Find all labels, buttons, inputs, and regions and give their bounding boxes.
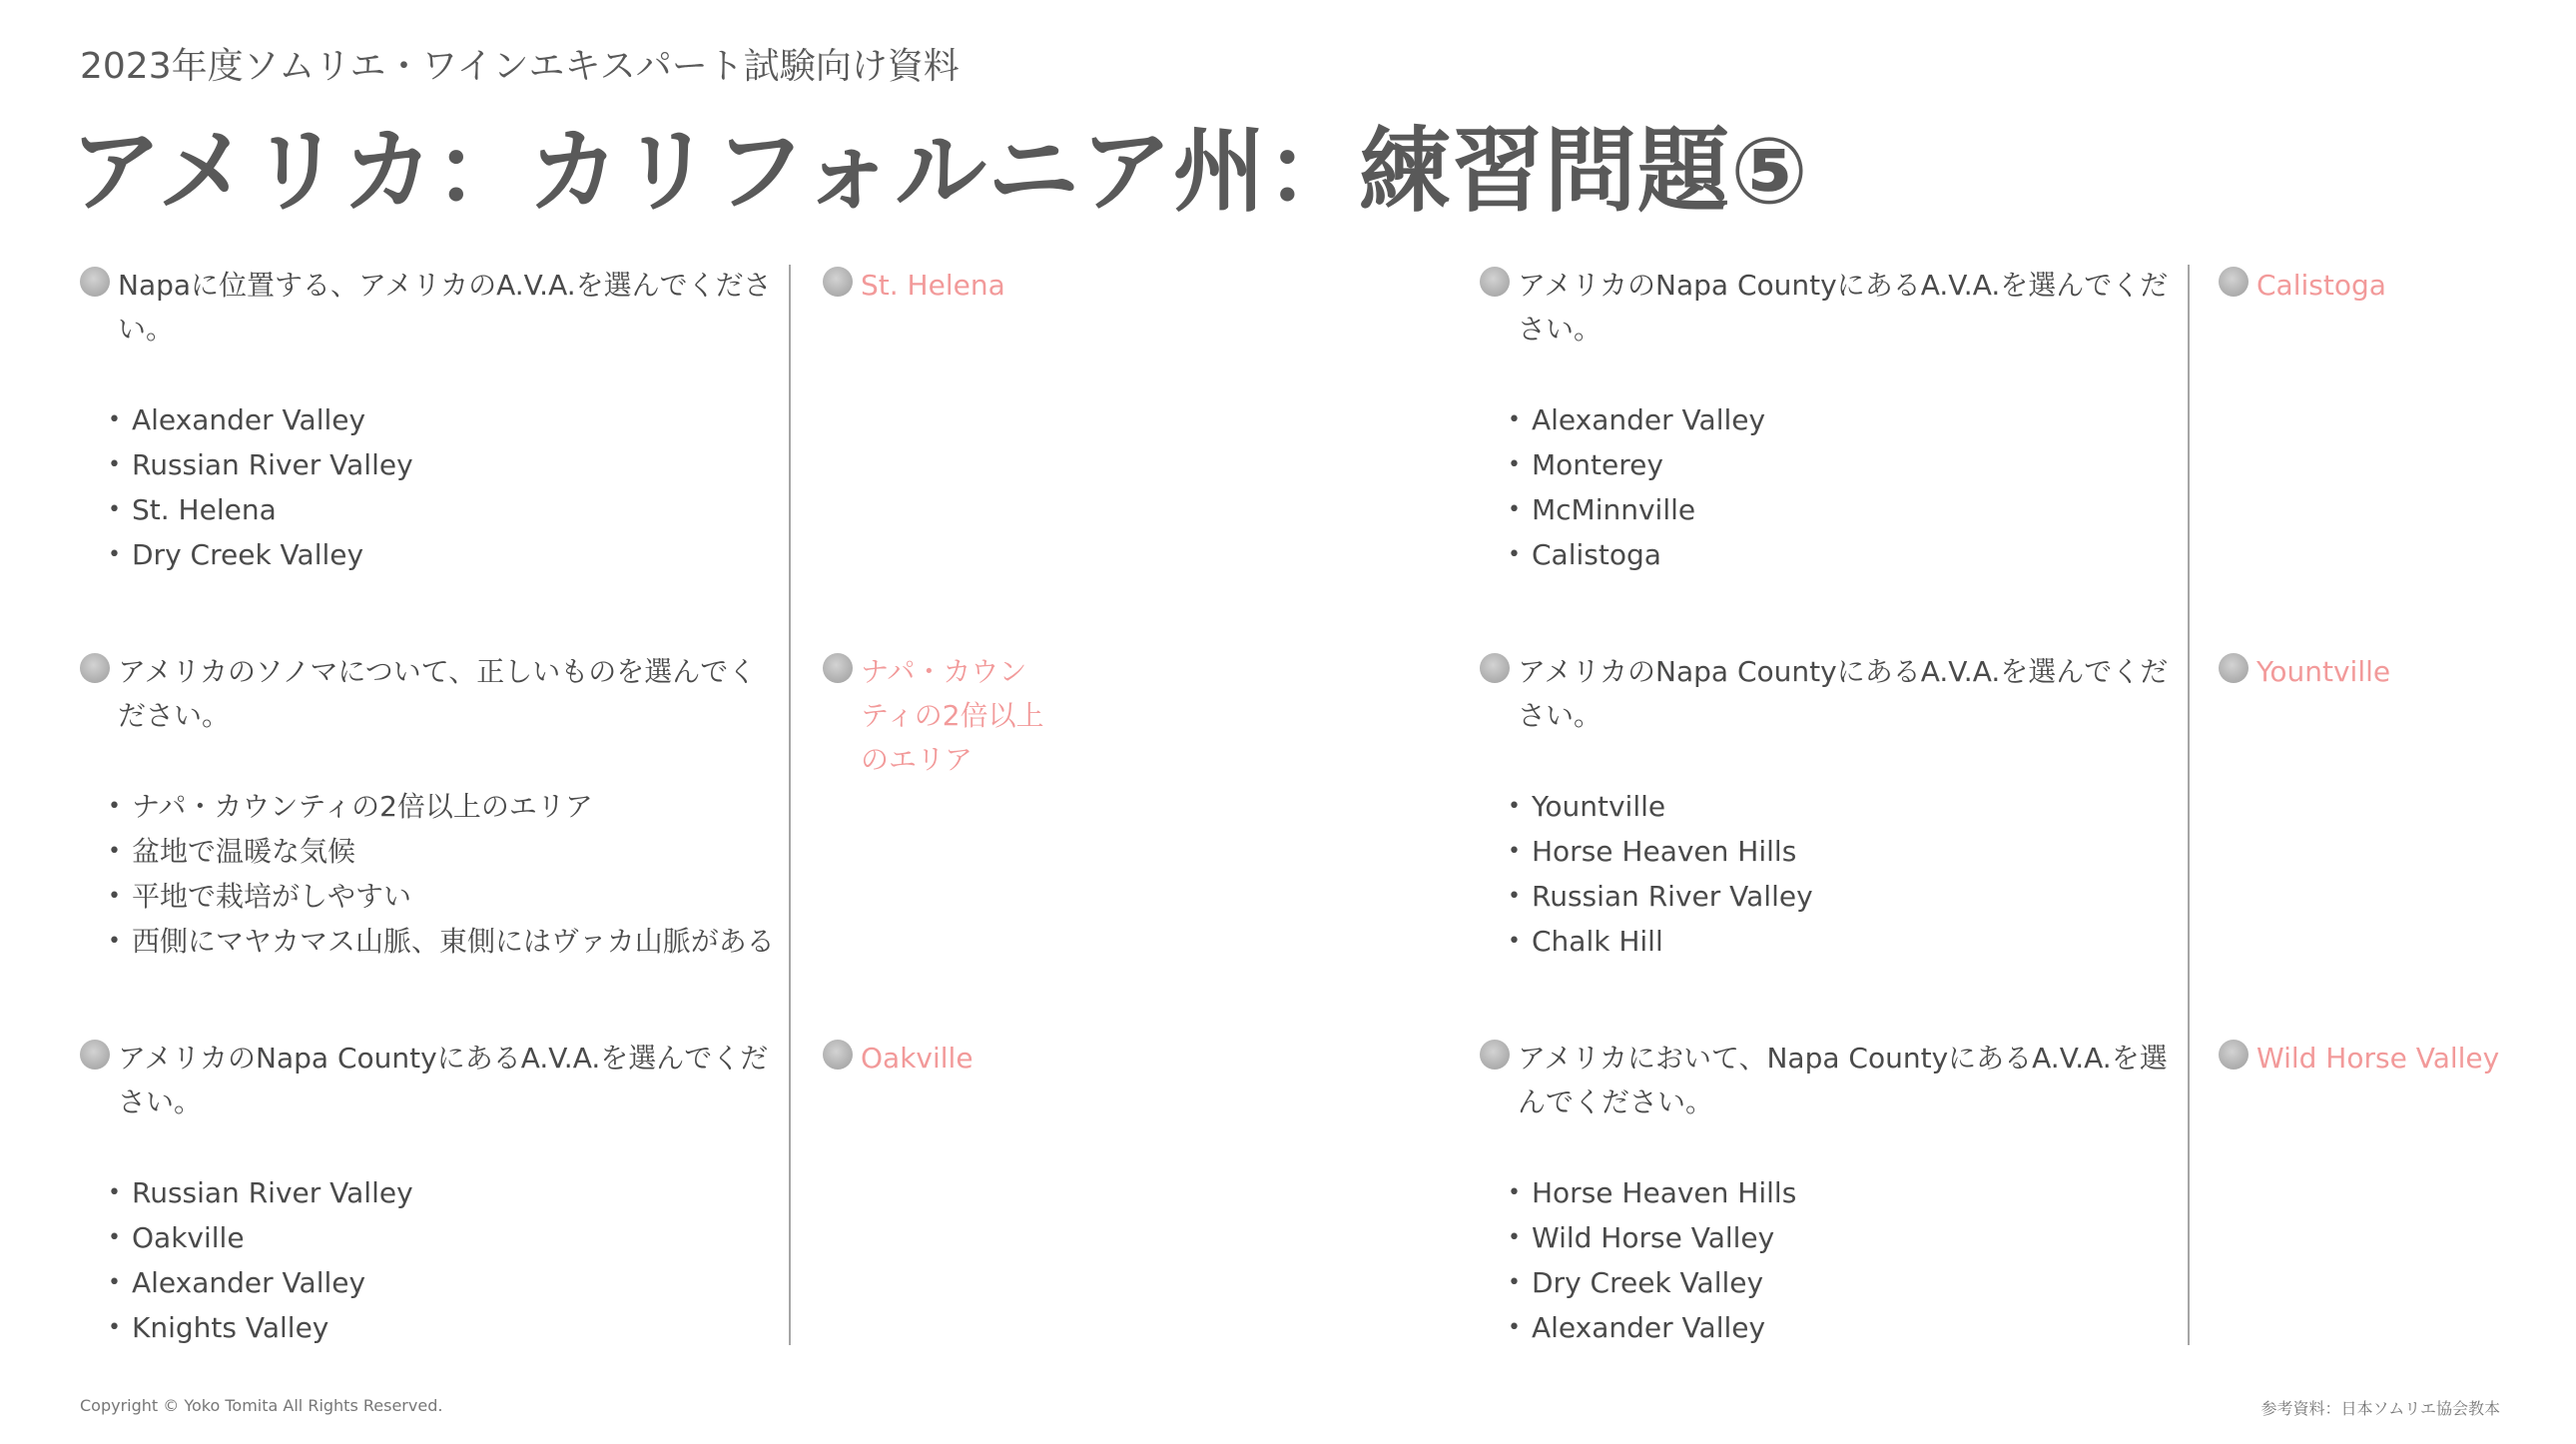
reference-footer: 参考資料：日本ソムリエ協会教本: [2260, 1399, 2500, 1418]
option-item: • 西側にマヤカマス山脈、東側にはヴァカ山脈がある: [108, 919, 779, 964]
answer-text: Oakville: [861, 1042, 973, 1075]
bullet-circle-icon: [1480, 653, 1510, 683]
answer-text: St. Helena: [861, 269, 1005, 302]
option-item: • 平地で栽培がしやすい: [108, 874, 779, 919]
option-item: • Chalk Hill: [1508, 919, 2179, 964]
bullet-circle-icon: [823, 267, 853, 297]
copyright-footer: Copyright © Yoko Tomita All Rights Reserved.: [80, 1396, 443, 1415]
question-4: [1480, 264, 2179, 577]
question-text: アメリカのNapa CountyにあるA.V.A.を選んでください。: [118, 1042, 769, 1118]
option-item: • McMinnville: [1508, 487, 2179, 532]
question-text: アメリカのNapa CountyにあるA.V.A.を選んでください。: [1518, 655, 2169, 732]
question-text: アメリカのソノマについて、正しいものを選んでください。: [118, 655, 757, 732]
answer-6: [2219, 1037, 2576, 1081]
option-item: • Dry Creek Valley: [1508, 1260, 2179, 1305]
option-list: [108, 784, 779, 964]
option-item: • Dry Creek Valley: [108, 532, 779, 577]
question-block-2: [80, 650, 1368, 1030]
option-item: • Russian River Valley: [108, 1170, 779, 1215]
bullet-circle-icon: [2219, 267, 2249, 297]
option-list: [1508, 397, 2179, 577]
option-list: [108, 397, 779, 577]
option-item: • Alexander Valley: [108, 397, 779, 442]
bullet-circle-icon: [80, 1040, 110, 1070]
answer-text: Wild Horse Valley: [2256, 1042, 2500, 1075]
question-6: [1480, 1037, 2179, 1350]
bullet-circle-icon: [80, 653, 110, 683]
option-item: • Monterey: [1508, 442, 2179, 487]
bullet-circle-icon: [1480, 1040, 1510, 1070]
bullet-circle-icon: [823, 653, 853, 683]
question-block-3: [80, 1037, 1368, 1416]
answer-2: [823, 650, 1052, 782]
bullet-circle-icon: [80, 267, 110, 297]
question-block-6: [1480, 1037, 2576, 1416]
option-item: • Oakville: [108, 1215, 779, 1260]
bullet-circle-icon: [823, 1040, 853, 1070]
question-text: アメリカにおいて、Napa CountyにあるA.V.A.を選んでください。: [1518, 1042, 2168, 1118]
option-item: • Russian River Valley: [1508, 874, 2179, 919]
answer-text: ナパ・カウンティの2倍以上のエリア: [861, 655, 1044, 776]
question-text: Napaに位置する、アメリカのA.V.A.を選んでください。: [118, 269, 772, 346]
option-item: • Wild Horse Valley: [1508, 1215, 2179, 1260]
answer-text: Yountville: [2256, 655, 2391, 688]
option-item: • Alexander Valley: [108, 1260, 779, 1305]
option-item: • Horse Heaven Hills: [1508, 1170, 2179, 1215]
answer-text: Calistoga: [2256, 269, 2386, 302]
answer-1: [823, 264, 1342, 308]
page-title: アメリカ：カリフォルニア州：練習問題⑤: [70, 118, 1809, 225]
option-item: • Russian River Valley: [108, 442, 779, 487]
option-list: [1508, 784, 2179, 964]
option-list: [1508, 1170, 2179, 1350]
answer-4: [2219, 264, 2576, 308]
answer-5: [2219, 650, 2576, 694]
option-list: [108, 1170, 779, 1350]
answer-3: [823, 1037, 1342, 1081]
bullet-circle-icon: [2219, 1040, 2249, 1070]
option-item: • St. Helena: [108, 487, 779, 532]
question-3: [80, 1037, 779, 1350]
question-text: アメリカのNapa CountyにあるA.V.A.を選んでください。: [1518, 269, 2169, 346]
option-item: • Alexander Valley: [1508, 397, 2179, 442]
question-2: [80, 650, 779, 964]
option-item: • Horse Heaven Hills: [1508, 829, 2179, 874]
bullet-circle-icon: [2219, 653, 2249, 683]
question-1: [80, 264, 779, 577]
question-5: [1480, 650, 2179, 964]
option-item: • ナパ・カウンティの2倍以上のエリア: [108, 784, 779, 829]
option-item: • Knights Valley: [108, 1305, 779, 1350]
question-block-5: [1480, 650, 2576, 1030]
option-item: • 盆地で温暖な気候: [108, 829, 779, 874]
page-subtitle: 2023年度ソムリエ・ワインエキスパート試験向け資料: [80, 46, 960, 87]
bullet-circle-icon: [1480, 267, 1510, 297]
option-item: • Calistoga: [1508, 532, 2179, 577]
option-item: • Alexander Valley: [1508, 1305, 2179, 1350]
question-block-4: [1480, 264, 2576, 643]
question-block-1: [80, 264, 1368, 643]
option-item: • Yountville: [1508, 784, 2179, 829]
